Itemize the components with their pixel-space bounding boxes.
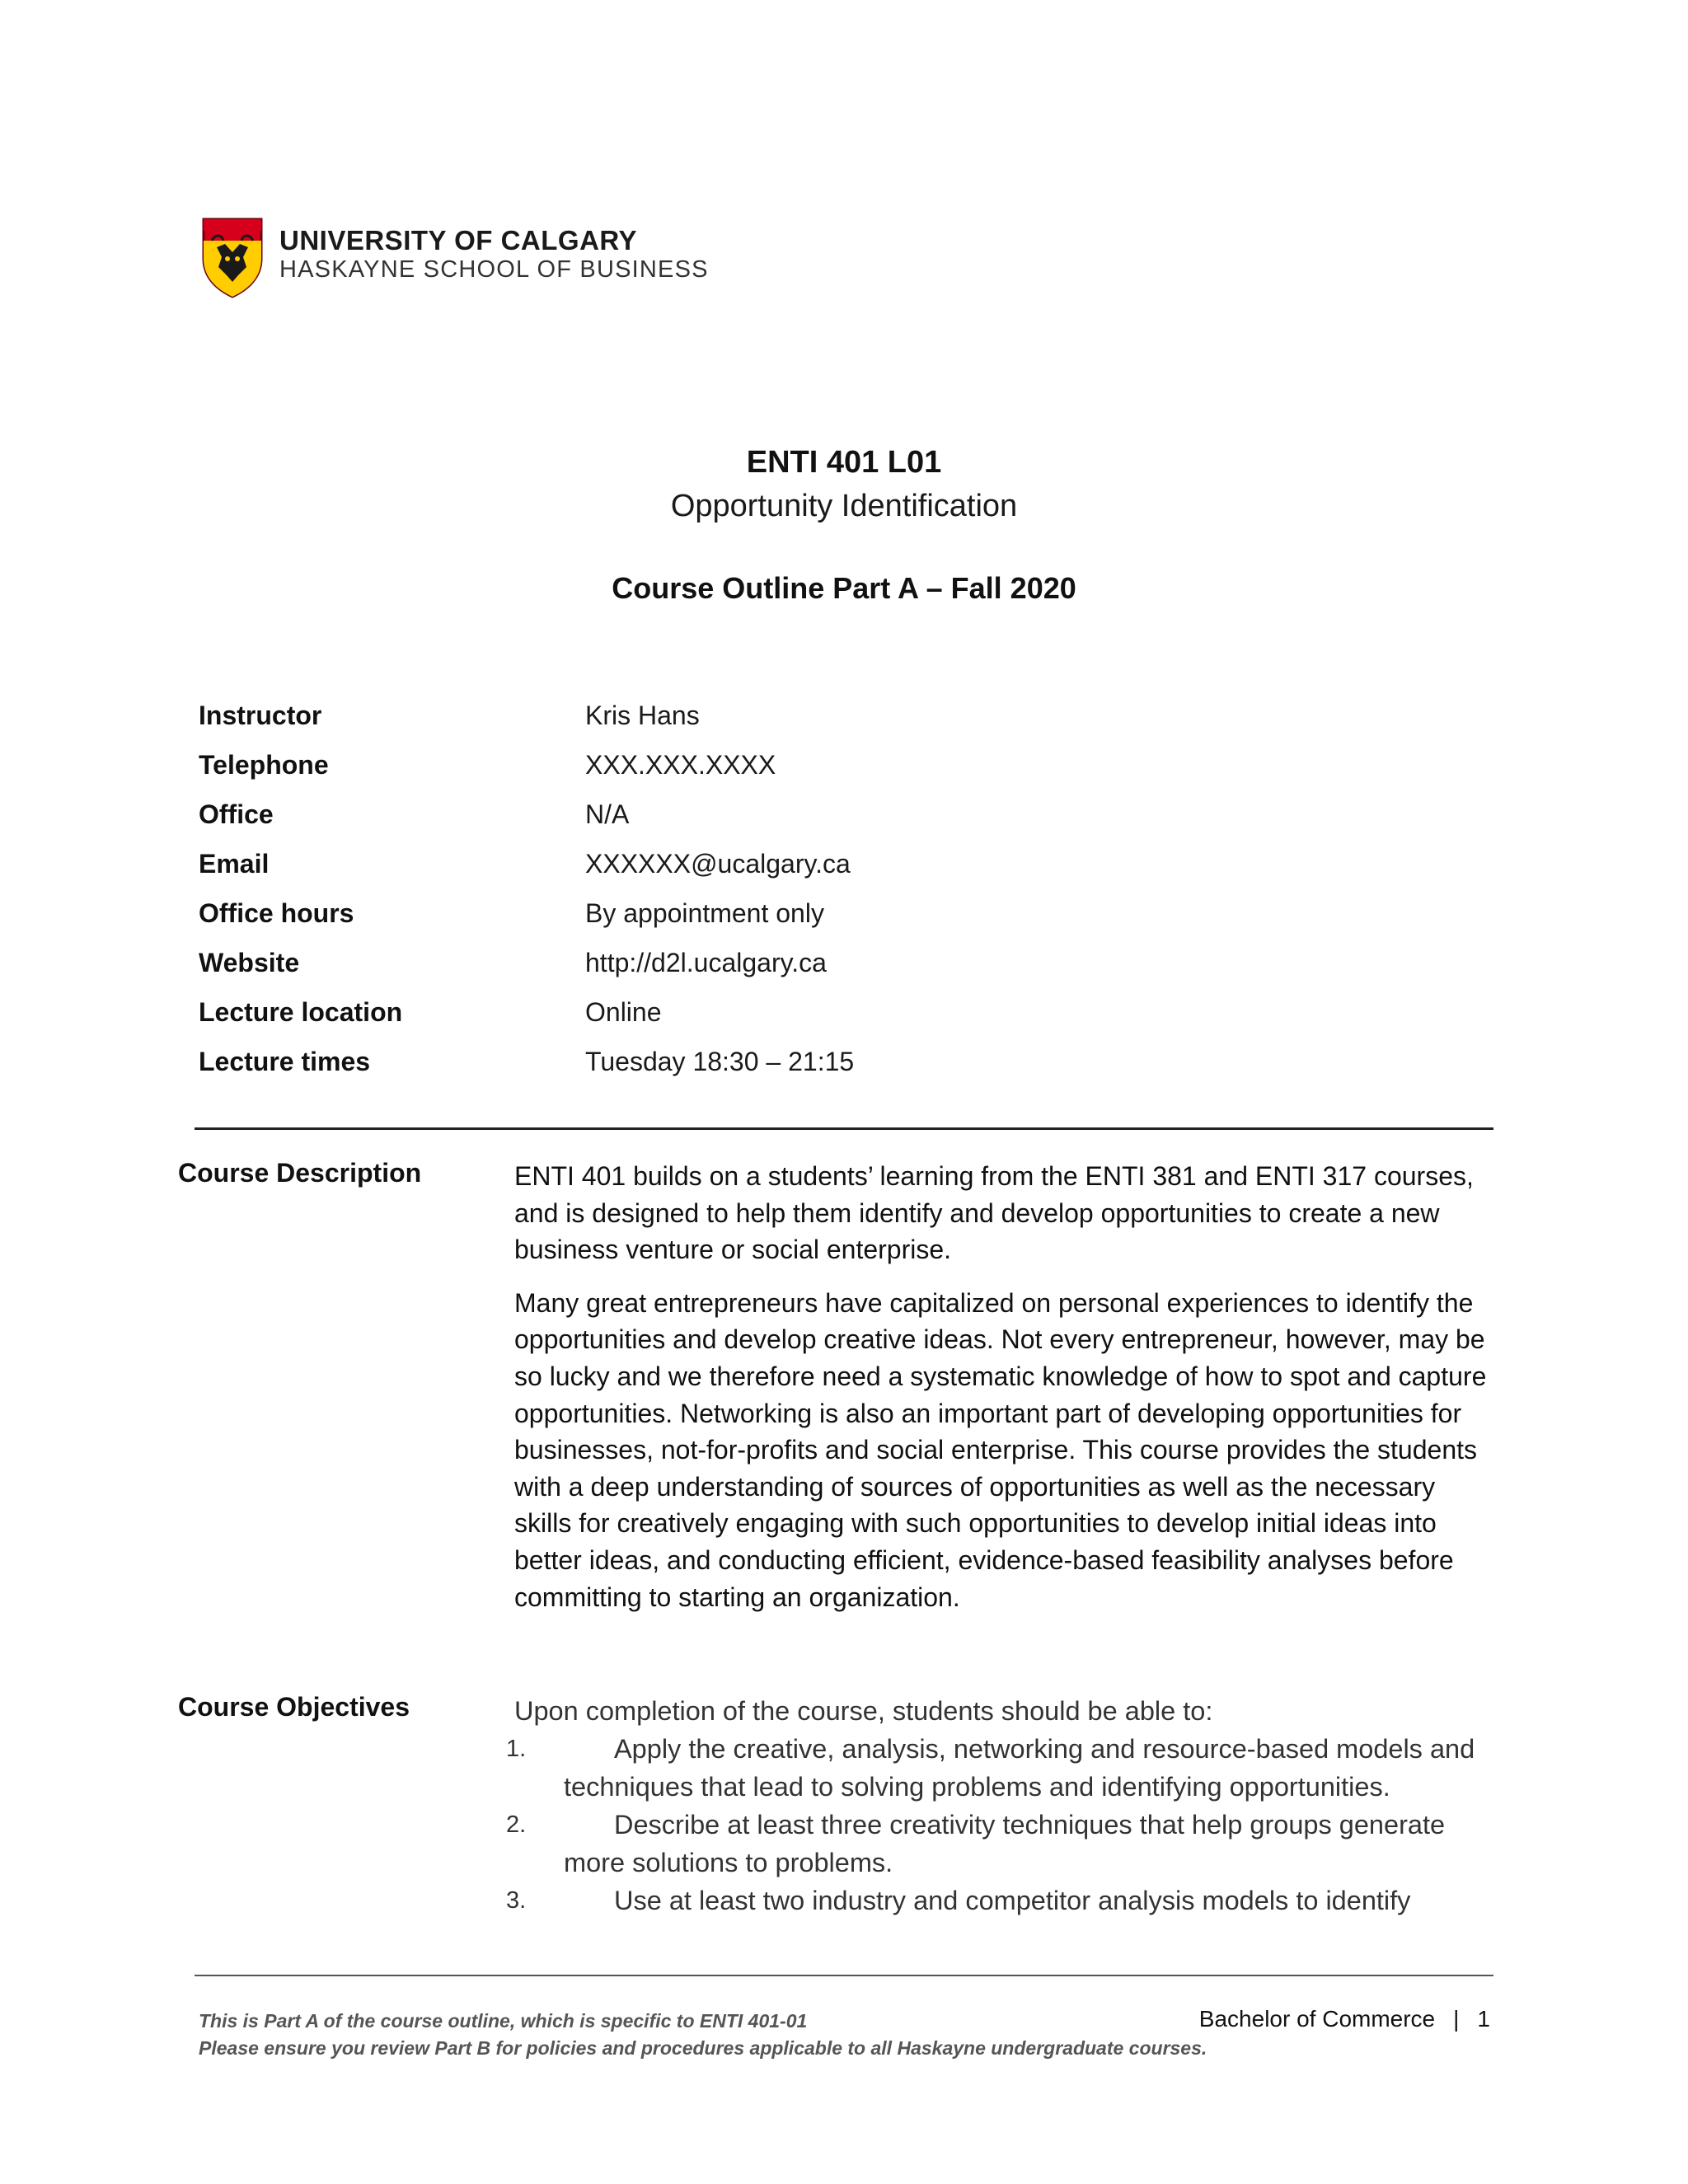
footer-line: Please ensure you review Part B for policies and procedures applicable to all Haskayne undergraduate courses.: [199, 2037, 1207, 2059]
info-value: By appointment only: [585, 898, 824, 928]
info-value: Kris Hans: [585, 700, 700, 730]
footer-line: This is Part A of the course outline, which is specific to ENTI 401-01: [199, 2010, 808, 2032]
info-row-email: [199, 839, 1270, 888]
page-number: 1: [1477, 2006, 1490, 2032]
footer-page-info: [1199, 2006, 1490, 2032]
university-logo: [200, 216, 709, 298]
list-item-text: Apply the creative, analysis, networking and resource-based models and techniques that lead to solving problems and identifying opportunities.: [564, 1734, 1475, 1802]
info-row-office-hours: [199, 888, 1270, 938]
university-name: UNIVERSITY OF CALGARY: [279, 225, 638, 255]
info-value: XXXXXX@ucalgary.ca: [585, 848, 851, 879]
description-paragraph: Many great entrepreneurs have capitalized on personal experiences to identify the opportunities and develop creative ideas. Not every entrepreneur, however, may be so lucky and we therefore need a systematic knowledge of how to spot and capture opportunities. Networking is also an important part of developing opportunities for businesses, not-for-profits and social enterprise. This course provides the students with a deep understanding of sources of opportunities as well as the necessary skills for creatively engaging with such opportunities to develop initial ideas into better ideas, and conducting efficient, evidence-based feasibility analyses before committing to starting an organization.: [514, 1287, 1487, 1612]
school-name: HASKAYNE SCHOOL OF BUSINESS: [279, 256, 709, 283]
course-name: Opportunity Identification: [670, 489, 1018, 523]
list-item: [506, 1882, 1503, 1919]
info-label: Telephone: [199, 749, 329, 780]
info-row-office: [199, 790, 1270, 839]
course-objectives-body: [506, 1692, 1503, 1919]
info-row-instructor: [199, 691, 1270, 740]
info-row-telephone: [199, 740, 1270, 790]
info-label: Lecture location: [199, 996, 403, 1027]
info-row-lecture-location: [199, 987, 1270, 1037]
info-label: Office: [199, 799, 274, 829]
list-item-text: Describe at least three creativity techniques that help groups generate more solutions to problems.: [564, 1810, 1446, 1877]
info-label: Office hours: [199, 898, 354, 928]
objectives-intro: Upon completion of the course, students should be able to:: [514, 1696, 1213, 1726]
info-value: Tuesday 18:30 – 21:15: [585, 1046, 855, 1076]
info-label: Instructor: [199, 700, 322, 730]
list-number: 3.: [506, 1887, 527, 1914]
list-item: [506, 1806, 1503, 1882]
info-label: Website: [199, 947, 300, 977]
objectives-list: [506, 1730, 1503, 1919]
list-item: [506, 1730, 1503, 1806]
logo-text: [279, 226, 709, 284]
info-label: Lecture times: [199, 1046, 371, 1076]
list-item-text: Use at least two industry and competitor analysis models to identify: [614, 1886, 1411, 1915]
course-info-table: [199, 691, 1270, 1086]
section-divider: [195, 1127, 1493, 1130]
info-row-lecture-times: [199, 1037, 1270, 1086]
info-row-website: [199, 938, 1270, 987]
footer-separator: |: [1453, 2006, 1460, 2032]
course-code: ENTI 401 L01: [746, 445, 942, 480]
course-description-heading: Course Description: [178, 1158, 422, 1188]
course-objectives-heading: Course Objectives: [178, 1692, 410, 1722]
list-number: 1.: [506, 1736, 527, 1762]
description-paragraph: ENTI 401 builds on a students’ learning from the ENTI 381 and ENTI 317 courses, and is designed to help them identify and develop opportunities to create a new business venture or social enterprise.: [514, 1161, 1474, 1265]
program-name: Bachelor of Commerce: [1198, 2006, 1436, 2032]
footer-note: [199, 2008, 1207, 2062]
course-description-body: [514, 1158, 1495, 1615]
info-value: Online: [585, 996, 662, 1027]
info-value: N/A: [585, 799, 630, 829]
info-value: XXX.XXX.XXXX: [585, 749, 776, 780]
info-label: Email: [199, 848, 270, 879]
crest-icon: [200, 216, 265, 298]
list-number: 2.: [506, 1811, 527, 1838]
outline-title: Course Outline Part A – Fall 2020: [612, 571, 1076, 605]
footer-divider: [195, 1975, 1493, 1976]
website-link[interactable]: http://d2l.ucalgary.ca: [585, 947, 827, 977]
